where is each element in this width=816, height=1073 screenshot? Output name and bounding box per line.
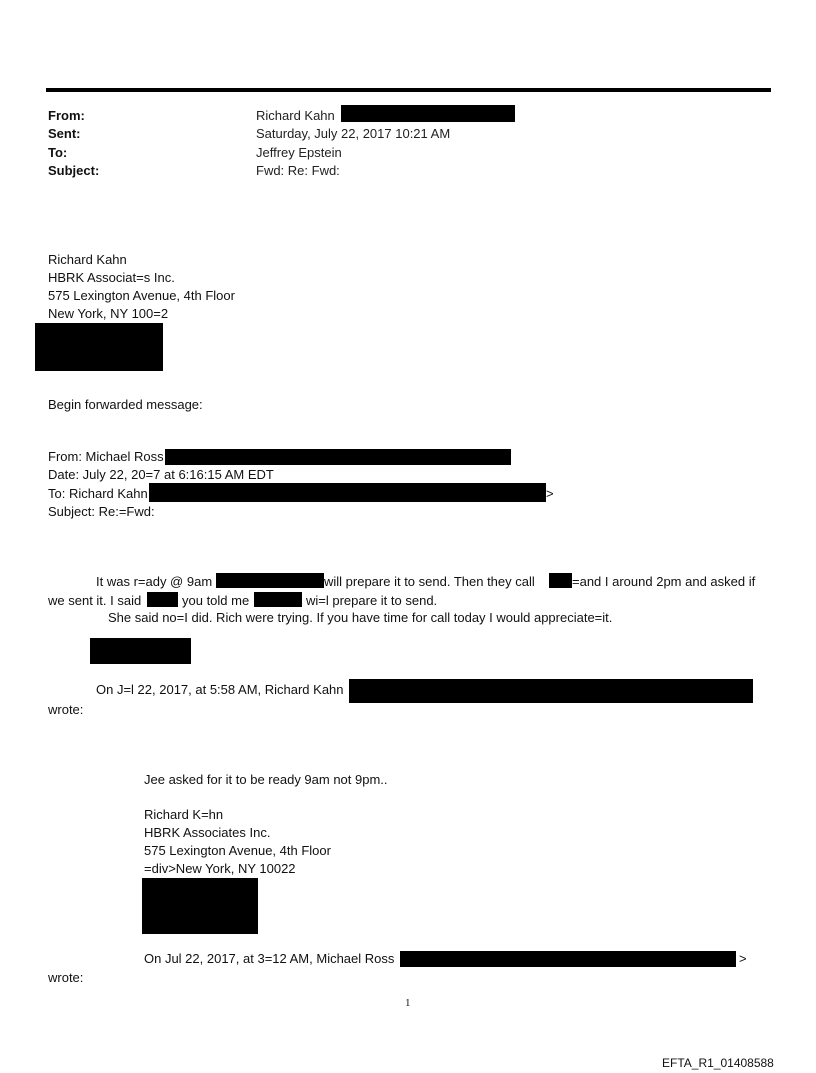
- redaction-signature1-phone: [35, 323, 163, 371]
- page-number: 1: [405, 997, 411, 1009]
- subject-value: Fwd: Re: Fwd:: [256, 163, 340, 178]
- quote2-wrote: wrote:: [48, 970, 84, 985]
- fwd-to: To: Richard Kahn: [48, 486, 148, 501]
- redaction-message1-3: [147, 592, 178, 607]
- redaction-message1-1: [216, 573, 324, 588]
- from-label: From:: [48, 108, 85, 123]
- redaction-message1-2: [549, 573, 572, 588]
- signature2-company: HBRK Associates Inc.: [144, 825, 271, 840]
- signature2-address: 575 Lexington Avenue, 4th Floor: [144, 843, 331, 858]
- quote2-suffix: >: [739, 951, 747, 966]
- signature2-city: =div>New York, NY 10022: [144, 861, 296, 876]
- fwd-subject: Subject: Re:=Fwd:: [48, 504, 155, 519]
- to-label: To:: [48, 145, 68, 160]
- message1-line2-a: we sent it. I said: [48, 593, 142, 608]
- redaction-signature2-phone: [142, 878, 258, 934]
- header-rule: [46, 88, 771, 92]
- quote1-wrote: wrote:: [48, 702, 84, 717]
- message1-line1-a: It was r=ady @ 9am: [96, 574, 213, 589]
- signature2-name: Richard K=hn: [144, 807, 224, 822]
- message2-text: Jee asked for it to be ready 9am not 9pm..: [144, 772, 388, 787]
- redaction-quote2-email: [400, 951, 736, 967]
- message1-line1-b: will prepare it to send. Then they call: [324, 574, 535, 589]
- redaction-message1-signature: [90, 638, 191, 664]
- sent-label: Sent:: [48, 126, 81, 141]
- message1-line2-c: wi=l prepare it to send.: [306, 593, 438, 608]
- signature1-address: 575 Lexington Avenue, 4th Floor: [48, 288, 235, 303]
- fwd-from: From: Michael Ross: [48, 449, 164, 464]
- from-value: Richard Kahn: [256, 108, 335, 123]
- document-id: EFTA_R1_01408588: [662, 1056, 774, 1070]
- redaction-from-email: [341, 105, 515, 122]
- signature1-name: Richard Kahn: [48, 252, 127, 267]
- message1-line3: She said no=I did. Rich were trying. If you have time for call today I would appreciate=it.: [108, 610, 613, 625]
- fwd-to-suffix: >: [546, 486, 554, 501]
- subject-label: Subject:: [48, 163, 100, 178]
- message1-line1-c: =and I around 2pm and asked if: [572, 574, 756, 589]
- quote1-on-line: On J=l 22, 2017, at 5:58 AM, Richard Kahn: [96, 682, 344, 697]
- redaction-fwd-from-email: [165, 449, 511, 465]
- quote2-on-line: On Jul 22, 2017, at 3=12 AM, Michael Ross: [144, 951, 395, 966]
- forward-intro: Begin forwarded message:: [48, 397, 203, 412]
- signature1-city: New York, NY 100=2: [48, 306, 169, 321]
- fwd-date: Date: July 22, 20=7 at 6:16:15 AM EDT: [48, 467, 274, 482]
- redaction-message1-4: [254, 592, 302, 607]
- redaction-fwd-to-email: [149, 483, 546, 502]
- sent-value: Saturday, July 22, 2017 10:21 AM: [256, 126, 451, 141]
- message1-line2-b: you told me: [182, 593, 250, 608]
- signature1-company: HBRK Associat=s Inc.: [48, 270, 175, 285]
- redaction-quote1-email: [349, 679, 753, 703]
- to-value: Jeffrey Epstein: [256, 145, 342, 160]
